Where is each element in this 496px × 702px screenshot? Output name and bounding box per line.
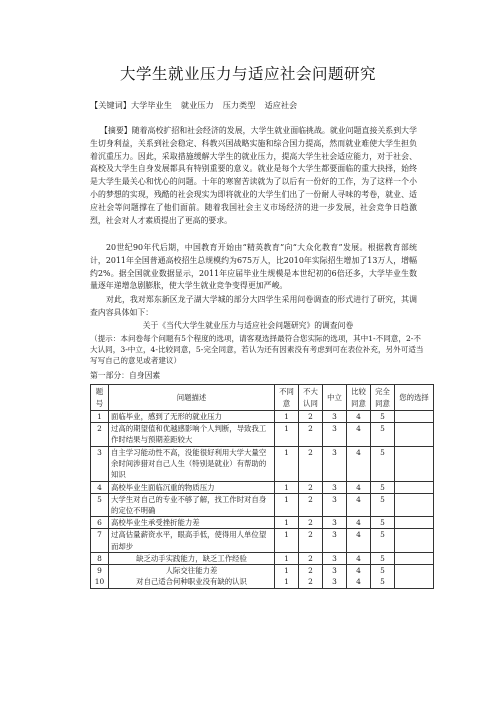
option-value: 2 [299, 493, 323, 516]
answer-cell[interactable] [395, 493, 434, 516]
question-text: 高校毕业生承受挫折能力差 [109, 517, 275, 529]
body-paragraph: 20世纪90年代后期，中国教育开始由“精英教育”向“大众化教育”发展。根据教育部统计，2011年全国普通高校招生总规模约为675万人，比2010年实际招生增加了13万人，增幅约2%。据全国就业数据显示，2011年应届毕业生规模是本世纪初的6倍还多，大学毕业生数量逐年递增急剧膨胀，使大学生就业竞争变得更加严峻。 [90, 243, 417, 291]
answer-cell[interactable] [395, 517, 434, 529]
question-number: 5 [91, 493, 109, 516]
option-value: 5 [371, 481, 395, 493]
table-row [91, 552, 434, 564]
option-value: 4 [347, 423, 371, 446]
option-value: 2 [299, 481, 323, 493]
section-label: 第一部分：自身因素 [90, 371, 161, 380]
question-text: 过高估量薪资水平，眼高手低，使得用人单位望而却步 [109, 529, 275, 552]
question-text: 自主学习能动性不高，没能很好利用大学大量空余时间涉猎对自己人生（特别是就业）有帮助的知识 [109, 446, 275, 481]
question-number: 3 [91, 446, 109, 481]
option-value: 1 [284, 566, 289, 576]
option-value: 3 [323, 493, 347, 516]
question-number: 10 [94, 577, 105, 587]
option-value: 5 [371, 423, 395, 446]
question-number: 9 [97, 566, 102, 576]
header-cell: 完全同意 [371, 385, 395, 411]
question-text: 缺乏动手实践能力，缺乏工作经验 [109, 552, 275, 564]
option-value: 2 [299, 446, 323, 481]
question-text: 高校毕业生面临沉重的物质压力 [109, 481, 275, 493]
answer-cell[interactable] [395, 565, 434, 589]
table-header-row [91, 385, 434, 411]
option-value: 5 [371, 446, 395, 481]
question-number: 4 [91, 481, 109, 493]
abstract [90, 125, 417, 227]
question-text: 过高的期望值和优越感影响个人判断，导致我工作时结果与预期差距较大 [109, 423, 275, 446]
option-value: 4 [347, 446, 371, 481]
option-stack [323, 565, 347, 589]
option-value: 4 [356, 566, 361, 576]
keyword: 压力类型 [222, 100, 256, 110]
answer-cell[interactable] [395, 446, 434, 481]
header-cell: 不同意 [275, 385, 299, 411]
option-value: 4 [347, 529, 371, 552]
option-stack [371, 565, 395, 589]
option-value: 3 [323, 552, 347, 564]
option-value: 1 [275, 517, 299, 529]
option-value: 1 [275, 446, 299, 481]
option-value: 3 [323, 411, 347, 423]
option-value: 1 [275, 481, 299, 493]
option-value: 3 [323, 423, 347, 446]
option-value: 2 [308, 566, 313, 576]
option-value: 2 [299, 423, 323, 446]
questionnaire-table [90, 384, 434, 589]
option-value: 2 [299, 517, 323, 529]
question-text-stack [109, 565, 275, 589]
option-value: 3 [332, 566, 337, 576]
question-number: 6 [91, 517, 109, 529]
table-row [91, 411, 434, 423]
question-text: 人际交往能力差 [165, 566, 218, 576]
option-value: 3 [332, 577, 337, 587]
option-value: 4 [347, 411, 371, 423]
question-number-stack [91, 565, 109, 589]
option-value: 1 [275, 552, 299, 564]
answer-cell[interactable] [395, 481, 434, 493]
table-row [91, 529, 434, 552]
option-value: 1 [275, 423, 299, 446]
option-value: 5 [380, 566, 385, 576]
option-value: 1 [275, 411, 299, 423]
answer-cell[interactable] [395, 423, 434, 446]
option-value: 4 [347, 517, 371, 529]
keyword: 大学毕业生 [130, 100, 172, 110]
header-cell: 比较同意 [347, 385, 371, 411]
table-row [91, 446, 434, 481]
header-cell: 问题描述 [109, 385, 275, 411]
abstract-label: 【摘要】 [100, 126, 132, 135]
option-stack [275, 565, 299, 589]
option-value: 2 [299, 411, 323, 423]
option-value: 3 [323, 481, 347, 493]
option-value: 4 [347, 481, 371, 493]
abstract-text: 随着高校扩招和社会经济的发展，大学生就业面临挑战。就业问题直接关系到大学生切身利益，关系到社会稳定、科教兴国战略实施和综合国力提高，然而就业难使大学生担负着沉重压力。因此，采取措施缓解大学生的就业压力，提高大学生社会适应能力，对于社会、高校及大学生自身发展都具有特别重要的意义。就业是每个大学生都要面临的重大抉择，始终是大学生最关心和忧心的问题。十年的寒窗苦读就为了以后有一份好的工作，为了这样一个小小的梦想的实现，残酷的社会现实为即将就业的大学生们出了一份耐人寻味的考卷，就业、适应社会等问题撑在了他们面前。随着我国社会主义市场经济的进一步发展，社会竞争日趋激烈，社会对人才素质提出了更高的要求。 [90, 126, 417, 225]
keyword: 就业压力 [180, 100, 214, 110]
option-value: 5 [371, 493, 395, 516]
answer-cell[interactable] [395, 552, 434, 564]
question-number: 7 [91, 529, 109, 552]
option-value: 1 [275, 529, 299, 552]
option-value: 1 [275, 493, 299, 516]
table-row [91, 423, 434, 446]
table-row [91, 517, 434, 529]
question-text: 对自己适合何种职业没有缺的认识 [136, 577, 247, 587]
option-value: 5 [371, 529, 395, 552]
option-value: 3 [323, 517, 347, 529]
option-stack [347, 565, 371, 589]
option-value: 4 [347, 493, 371, 516]
answer-cell[interactable] [395, 411, 434, 423]
option-value: 4 [347, 552, 371, 564]
option-value: 5 [371, 517, 395, 529]
option-value: 1 [284, 577, 289, 587]
table-row [91, 565, 434, 589]
option-stack [299, 565, 323, 589]
questionnaire-title: 关于《当代大学生就业压力与适应社会问题研究》的调查问卷 [142, 321, 354, 330]
questionnaire-hint: （提示：本问卷每个问题有5个程度的选项，请客观选择最符合您实际的选项，其中1-不同意，2-不大认同，3-中立，4-比较同意，5-完全同意，若认为还有因素没有考虑到可在表位补充，另外可适当写写自己的意见或者建议） [90, 334, 424, 366]
option-value: 5 [371, 552, 395, 564]
question-text: 面临毕业，感到了无形的就业压力 [109, 411, 275, 423]
paper-title: 大学生就业压力与适应社会问题研究 [119, 65, 376, 83]
option-value: 5 [371, 411, 395, 423]
question-text: 大学生对自己的专业不够了解，找工作时对自身的定位不明确 [109, 493, 275, 516]
option-value: 5 [380, 577, 385, 587]
header-cell: 不大认同 [299, 385, 323, 411]
option-value: 3 [323, 529, 347, 552]
option-value: 2 [299, 552, 323, 564]
option-value: 2 [308, 577, 313, 587]
option-value: 3 [323, 446, 347, 481]
question-number: 8 [91, 552, 109, 564]
answer-cell[interactable] [395, 529, 434, 552]
body-paragraph: 对此，我对郑东新区龙子湖大学城的部分大四学生采用问卷调查的形式进行了研究，其调查内容具体如下： [90, 295, 417, 317]
option-value: 2 [299, 529, 323, 552]
keywords-line [90, 100, 297, 111]
table-row [91, 493, 434, 516]
question-number: 2 [91, 423, 109, 446]
question-number: 1 [91, 411, 109, 423]
header-cell: 您的选择 [395, 385, 434, 411]
option-value: 4 [356, 577, 361, 587]
keywords-label: 【关键词】 [90, 100, 131, 110]
header-cell: 中立 [323, 385, 347, 411]
header-cell: 题号 [91, 385, 109, 411]
table-row [91, 481, 434, 493]
keyword: 适应社会 [264, 100, 298, 110]
